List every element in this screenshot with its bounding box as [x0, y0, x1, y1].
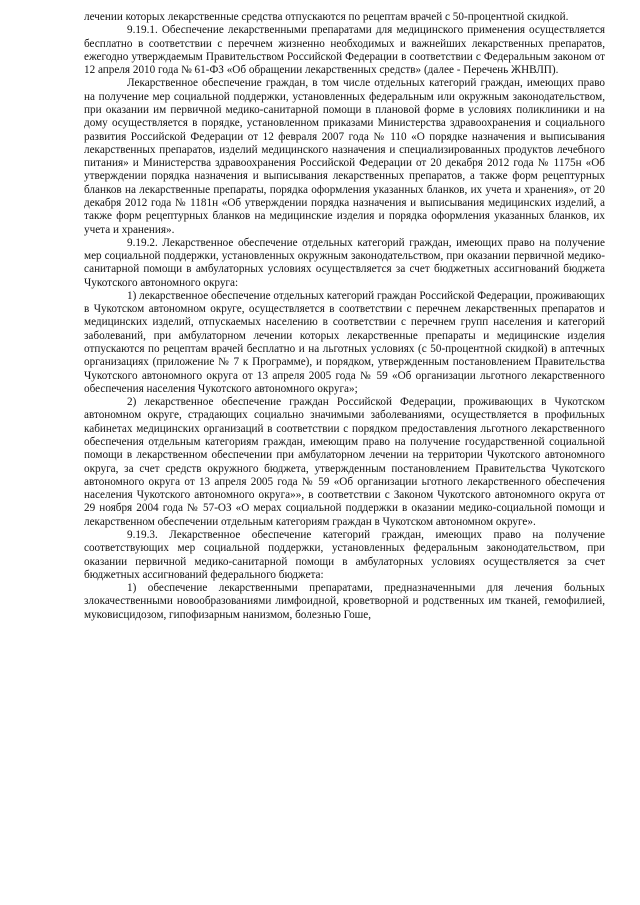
paragraph-item-1-federal: 1) обеспечение лекарственными препаратами, предназначенными для лечения больных злокачественными новообразованиями лимфоидной, кроветворной и родственных им тканей, гемофилией, муковисцидозом, гипофизарным нанизмом, болезнью Гоше, [84, 582, 605, 621]
paragraph-item-2: 2) лекарственное обеспечение граждан Российской Федерации, проживающих в Чукотском автономном округе, страдающих социально значимыми заболеваниями, осуществляется в профильных кабинетах медицинских организаций в соответствии с порядком предоставления льготного лекарственного обеспечения отдельным категориям граждан, имеющим право на получение государственной социальной помощи в лекарственном обеспечении при амбулаторном лечении на территории Чукотского автономного округа, за счет средств окружного бюджета, утвержденным постановлением Правительства Чукотского автономного округа от 13 апреля 2005 года № 59 «Об организации ьготного лекарственного обеспечения населения Чукотского автономного округа»», в соответствии с Законом Чукотского автономного округа от 29 ноября 2004 года № 57-ОЗ «О мерах социальной поддержки в оказании медико-социальной помощи и лекарственном обеспечении отдельным категориям граждан в Чукотском автономном округе». [84, 396, 605, 528]
paragraph-section-9-19-3: 9.19.3. Лекарственное обеспечение категорий граждан, имеющих право на получение соответствующих мер социальной поддержки, установленных федеральным законодательством, при оказании первичной медико-санитарной помощи в амбулаторных условиях осуществляется за счет бюджетных ассигнований федерального бюджета: [84, 528, 605, 581]
paragraph-continuation: лечении которых лекарственные средства отпускаются по рецептам врачей с 50-процентной скидкой. [84, 11, 569, 23]
paragraph-item-1: 1) лекарственное обеспечение отдельных категорий граждан Российской Федерации, проживающих в Чукотском автономном округе, осуществляется в соответствии с перечнем лекарственных препаратов и медицинских изделий, отпускаемых населению в соответствии с перечнем групп населения и категорий заболеваний, при амбулаторном лечении которых лекарственные препараты и медицинские изделия отпускаются по рецептам врачей бесплатно и на льготных условиях (с 50-процентной скидкой) в аптечных организациях (приложение № 7 к Программе), и порядком, утвержденным постановлением Правительства Чукотского автономного округа от 13 апреля 2005 года № 59 «Об организации льготного лекарственного обеспечения населения Чукотского автономного округа»; [84, 289, 605, 395]
paragraph-section-9-19-2: 9.19.2. Лекарственное обеспечение отдельных категорий граждан, имеющих право на получение мер социальной поддержки, установленных окружным законодательством, при оказании первичной медико-санитарной помощи в амбулаторных условиях осуществляется за счет бюджетных ассигнований бюджета Чукотского автономного округа: [84, 236, 605, 289]
paragraph-drug-provision-procedure: Лекарственное обеспечение граждан, в том числе отдельных категорий граждан, имеющих право на получение мер социальной поддержки, установленных федеральным или окружным законодательством, при оказании им первичной медико-санитарной помощи в плановой форме в условиях поликлиники и на дому осуществляется в порядке, установленном приказами Министерства здравоохранения и социального развития Российской Федерации от 12 февраля 2007 года № 110 «О порядке назначения и выписывания лекарственных препаратов, изделий медицинского назначения и специализированных продуктов лечебного питания» и Министерства здравоохранения Российской Федерации от 20 декабря 2012 года № 1175н «Об утверждении порядка назначения и выписывания лекарственных препаратов, а также форм рецептурных бланков на лекарственные препараты, порядка оформления указанных бланков, их учета и хранения», от 20 декабря 2012 года № 1181н «Об утверждении порядка назначения и выписывания медицинских изделий, а также форм рецептурных бланков на медицинские изделия и порядка оформления указанных бланков, их учета и хранения». [84, 77, 605, 236]
document-page [84, 11, 605, 622]
paragraph-section-9-19-1: 9.19.1. Обеспечение лекарственными препаратами для медицинского применения осуществляется бесплатно в соответствии с перечнем жизненно необходимых и важнейших лекарственных препаратов, ежегодно утверждаемым Правительством Российской Федерации в соответствии с Федеральным законом от 12 апреля 2010 года № 61-ФЗ «Об обращении лекарственных средств» (далее - Перечень ЖНВЛП). [84, 24, 605, 77]
